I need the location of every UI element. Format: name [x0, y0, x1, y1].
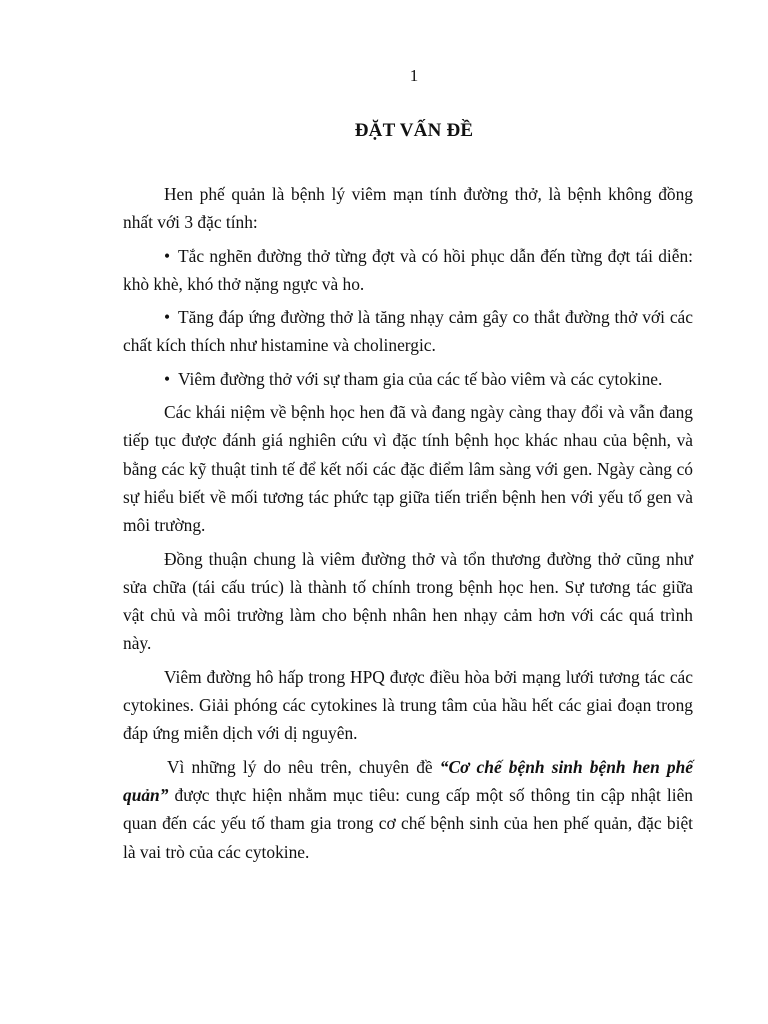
objective-paragraph — [123, 753, 693, 866]
bullet-icon: • — [164, 245, 171, 266]
document-body — [123, 180, 693, 871]
page-title: ĐẶT VẤN ĐỀ — [354, 120, 474, 141]
body-paragraph: Các khái niệm về bệnh học hen đã và đang ngày càng thay đổi và vẫn đang tiếp tục được đánh giá nghiên cứu vì đặc tính bệnh học khác nhau của bệnh, và bằng các kỹ thuật tinh tế để kết nối các đặc điểm lâm sàng với gen. Ngày càng có sự hiểu biết về mối tương tác phức tạp giữa tiến triển bệnh hen với yếu tố gen và môi trường. — [123, 402, 693, 536]
bullet-icon: • — [164, 368, 171, 389]
objective-text-after: được thực hiện nhằm mục tiêu: cung cấp một số thông tin cập nhật liên quan đến các yếu tố tham gia trong cơ chế bệnh sinh của hen phế quản, đặc biệt là vai trò của các cytokine. — [123, 784, 693, 862]
bullet-text: Tắc nghẽn đường thở từng đợt và có hồi phục dẫn đến từng đợt tái diễn: khò khè, khó thở nặng ngực và ho. — [123, 245, 693, 294]
bullet-text: Tăng đáp ứng đường thở là tăng nhạy cảm gây co thắt đường thở với các chất kích thích như histamine và cholinergic. — [123, 307, 693, 356]
body-paragraph: Đồng thuận chung là viêm đường thở và tổn thương đường thở cũng như sửa chữa (tái cấu trúc) là thành tố chính trong bệnh học hen. Sự tương tác giữa vật chủ và môi trường làm cho bệnh nhân hen nhạy cảm hơn với các quá trình này. — [123, 548, 693, 654]
bullet-item — [123, 303, 693, 360]
body-paragraph: Viêm đường hô hấp trong HPQ được điều hòa bởi mạng lưới tương tác các cytokines. Giải phóng các cytokines là trung tâm của hầu hết các giai đoạn trong đáp ứng miễn dịch với dị nguyên. — [123, 666, 693, 744]
bullet-text: Viêm đường thở với sự tham gia của các tế bào viêm và các cytokine. — [178, 368, 663, 389]
bullet-item — [123, 365, 693, 393]
intro-paragraph: Hen phế quản là bệnh lý viêm mạn tính đường thở, là bệnh không đồng nhất với 3 đặc tính: — [123, 184, 693, 233]
page-number: 1 — [409, 66, 419, 85]
bullet-item — [123, 242, 693, 299]
bullet-icon: • — [164, 307, 171, 328]
objective-text-before: Vì những lý do nêu trên, chuyên đề — [167, 756, 440, 777]
topic-title: “Cơ chế bệnh sinh bệnh hen phế quản” — [123, 756, 693, 805]
